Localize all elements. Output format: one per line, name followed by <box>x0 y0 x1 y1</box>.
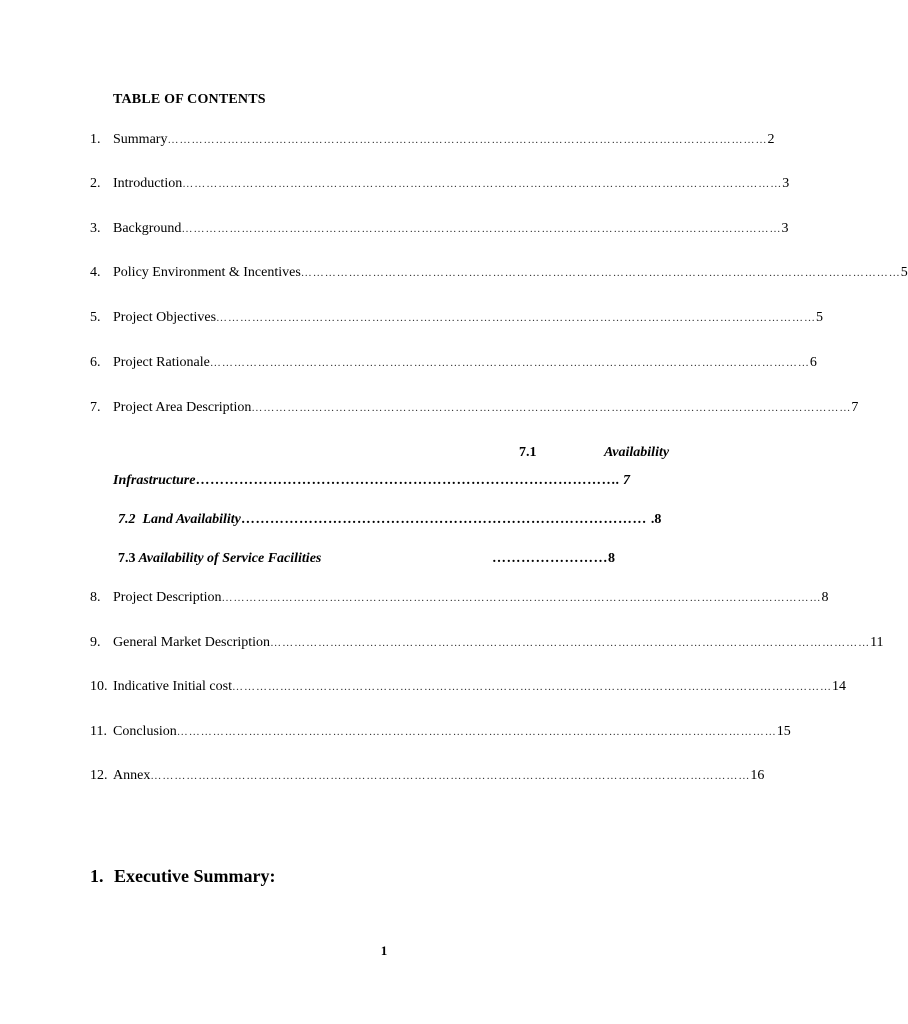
toc-sub-page: .8 <box>650 512 662 527</box>
toc-leader-dots: …………………………………………………………………………… <box>195 473 616 488</box>
toc-entry-page: 16 <box>750 768 765 783</box>
toc-entry-label: Project Area Description <box>113 400 252 415</box>
toc-entry-number: 9. <box>90 635 101 650</box>
toc-entry-label: Project Objectives <box>113 310 217 325</box>
toc-leader-dots: …………………………………………………………………………………………………………………………………… <box>251 402 852 414</box>
toc-entry-label: Summary <box>113 132 168 147</box>
toc-leader-dots: …………………………………………………………………………………………………………………………………… <box>167 134 768 146</box>
toc-entry-number: 12. <box>90 768 108 783</box>
toc-entry-indicative-initial-cost[interactable] <box>90 679 846 699</box>
toc-entry-page: 6 <box>809 355 817 370</box>
toc-entry-conclusion[interactable] <box>90 724 791 744</box>
toc-entry-label: Policy Environment & Incentives <box>113 265 301 280</box>
toc-sub-label: Land Availability <box>142 512 241 527</box>
toc-entry-number: 4. <box>90 265 101 280</box>
toc-entry-label: Conclusion <box>113 724 177 739</box>
toc-leader-dots: …………………………………………………………………………………………………………………………………… <box>176 726 777 738</box>
toc-leader-dots: …………………………………………………………………………………………………………………………………… <box>150 770 751 782</box>
toc-entry-label: Project Description <box>113 590 222 605</box>
toc-entry-number: 2. <box>90 176 101 191</box>
toc-entry-page: 3 <box>782 176 790 191</box>
toc-entry-summary[interactable] <box>90 132 775 152</box>
toc-entry-page: 5 <box>816 310 824 325</box>
toc-entry-project-area-description[interactable] <box>90 400 859 420</box>
toc-entry-page: 7 <box>851 400 859 415</box>
toc-sub-7-3-leader <box>492 551 615 567</box>
toc-entry-page: 5 <box>900 265 908 280</box>
toc-entry-introduction[interactable] <box>90 176 790 196</box>
toc-sub-label: Availability of Service Facilities <box>138 551 322 566</box>
toc-leader-dots: …………………………………………………………………………………………………………………………………… <box>216 312 817 324</box>
toc-sub-7-2[interactable] <box>118 512 662 528</box>
toc-entry-label: Background <box>113 221 182 236</box>
toc-entry-page: 2 <box>767 132 775 147</box>
toc-entry-background[interactable] <box>90 221 789 241</box>
toc-sub-7-3[interactable] <box>118 551 321 567</box>
toc-entry-label: Annex <box>113 768 151 783</box>
toc-leader-dots: ………………………………………………………………………… <box>240 512 651 527</box>
toc-entry-number: 3. <box>90 221 101 236</box>
toc-entry-page: 11 <box>870 635 884 650</box>
toc-entry-number: 6. <box>90 355 101 370</box>
toc-leader-dots: …………………………………………………………………………………………………………………………………… <box>270 637 871 649</box>
toc-leader-dots: …………………………………………………………………………………………………………………………………… <box>182 178 783 190</box>
toc-sub-label: Infrastructure <box>113 473 196 488</box>
toc-leader-dots: …………………… <box>492 551 608 566</box>
toc-leader-dots: …………………………………………………………………………………………………………………………………… <box>221 592 822 604</box>
toc-entry-number: 11. <box>90 724 107 739</box>
toc-leader-dots: …………………………………………………………………………………………………………………………………… <box>181 223 782 235</box>
section-heading-text: Executive Summary: <box>114 866 276 886</box>
toc-entry-page: 3 <box>781 221 789 236</box>
toc-entry-page: 8 <box>821 590 829 605</box>
toc-entry-number: 10. <box>90 679 108 694</box>
toc-sub-7-1[interactable] <box>113 473 630 489</box>
toc-sub-number: 7.3 <box>118 551 136 566</box>
toc-entry-label: General Market Description <box>113 635 271 650</box>
toc-entry-project-description[interactable] <box>90 590 829 610</box>
toc-entry-general-market-description[interactable] <box>90 635 884 655</box>
toc-leader-dots: …………………………………………………………………………………………………………………………………… <box>209 357 810 369</box>
toc-entry-label: Indicative Initial cost <box>113 679 232 694</box>
toc-leader-dots: …………………………………………………………………………………………………………………………………… <box>300 267 901 279</box>
toc-entry-number: 7. <box>90 400 101 415</box>
toc-sub-7-1-number: 7.1 <box>519 445 537 460</box>
section-heading-number: 1. <box>90 866 104 886</box>
toc-sub-7-1-word: Availability <box>604 445 670 460</box>
toc-sub-number: 7.2 <box>118 512 136 527</box>
toc-entry-label: Introduction <box>113 176 183 191</box>
toc-leader-dots: …………………………………………………………………………………………………………………………………… <box>231 681 832 693</box>
toc-sub-page: 8 <box>608 551 615 566</box>
toc-title: TABLE OF CONTENTS <box>113 92 266 107</box>
toc-sub-page: . 7 <box>615 473 630 488</box>
toc-entry-label: Project Rationale <box>113 355 210 370</box>
toc-entry-number: 8. <box>90 590 101 605</box>
toc-entry-project-rationale[interactable] <box>90 355 817 375</box>
toc-entry-page: 15 <box>776 724 791 739</box>
toc-entry-annex[interactable] <box>90 768 765 788</box>
page-number: 1 <box>380 943 388 958</box>
toc-entry-policy-environment[interactable] <box>90 265 908 285</box>
toc-entry-page: 14 <box>831 679 846 694</box>
section-heading-executive-summary <box>90 866 275 887</box>
toc-entry-number: 1. <box>90 132 101 147</box>
toc-entry-project-objectives[interactable] <box>90 310 824 330</box>
toc-entry-number: 5. <box>90 310 101 325</box>
